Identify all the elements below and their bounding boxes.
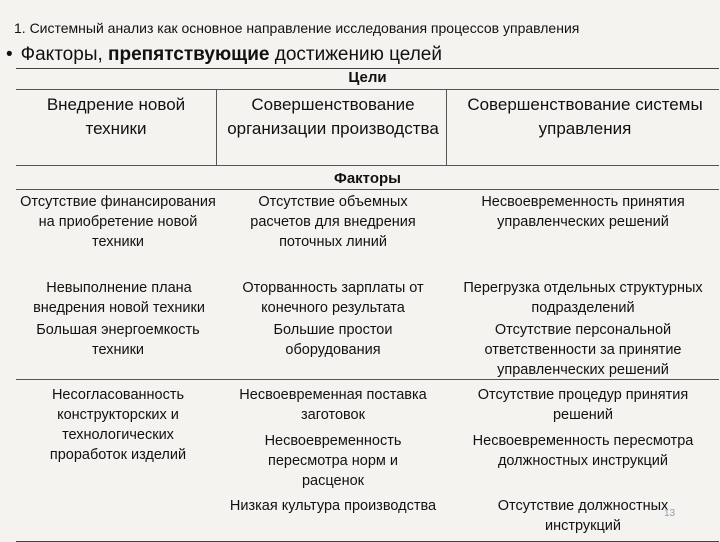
factor-cell: Оторванность зарплаты от конечного результата bbox=[242, 280, 424, 316]
bullet-text-part-2: достижению целей bbox=[269, 44, 442, 65]
table-divider bbox=[16, 89, 719, 90]
factors-banner: Факторы bbox=[334, 170, 401, 187]
goal-production-organization: Совершенствование организации производства bbox=[227, 95, 439, 138]
table-divider bbox=[16, 165, 719, 166]
factor-cell: Отсутствие финансирования на приобретение новой техники bbox=[20, 194, 216, 250]
bullet-text-bold: препятствующие bbox=[108, 44, 270, 65]
factor-cell: Низкая культура производства bbox=[229, 498, 437, 514]
table-divider bbox=[16, 189, 719, 190]
factor-cell: Несвоевременность пересмотра норм и расценок bbox=[264, 433, 402, 489]
column-divider bbox=[216, 89, 217, 165]
factor-cell: Отсутствие персональной ответственности за принятие управленческих решений bbox=[484, 322, 682, 378]
slide-title: 1. Системный анализ как основное направление исследования процессов управления bbox=[14, 20, 580, 36]
goals-banner: Цели bbox=[348, 69, 387, 86]
column-divider bbox=[446, 89, 447, 165]
bullet-text-part-1: Факторы, bbox=[20, 44, 109, 65]
factor-cell: Невыполнение плана внедрения новой техники bbox=[33, 280, 205, 316]
factors-table bbox=[16, 68, 719, 542]
bullet-heading bbox=[6, 44, 442, 66]
bullet-icon: • bbox=[6, 44, 13, 65]
factor-cell: Отсутствие должностных инструкций bbox=[497, 498, 669, 534]
factor-cell: Несвоевременность принятия управленческих решений bbox=[481, 194, 685, 230]
factor-cell: Отсутствие процедур принятия решений bbox=[477, 387, 689, 423]
factor-cell: Несвоевременность пересмотра должностных инструкций bbox=[472, 433, 694, 469]
goal-new-technology: Внедрение новой техники bbox=[46, 95, 186, 138]
factor-cell: Несвоевременная поставка заготовок bbox=[239, 387, 427, 423]
goal-management-system: Совершенствование системы управления bbox=[467, 95, 703, 138]
page-number: 13 bbox=[664, 508, 676, 519]
factor-cell: Несогласованность конструкторских и технологических проработок изделий bbox=[49, 387, 187, 463]
factor-cell: Большие простои оборудования bbox=[273, 322, 393, 358]
factor-cell: Отсутствие объемных расчетов для внедрения поточных линий bbox=[250, 194, 416, 250]
factor-cell: Большая энергоемкость техники bbox=[36, 322, 200, 358]
factor-cell: Перегрузка отдельных структурных подразделений bbox=[463, 280, 703, 316]
